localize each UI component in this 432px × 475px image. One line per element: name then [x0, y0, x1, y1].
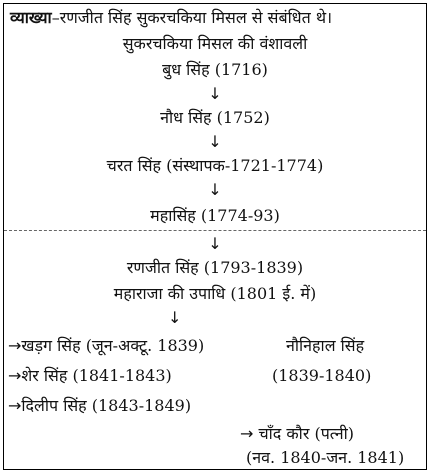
nau-nihal-singh-name: नौनिहाल सिंह [286, 336, 365, 355]
genealogy-box [3, 3, 427, 470]
explanation-text: –रणजीत सिंह सुकरचकिया मिसल से संबंधित थे। [51, 8, 333, 27]
chand-kaur-years: (नव. 1840-जन. 1841) [246, 448, 405, 467]
arrow-down-icon: ↓ [208, 234, 222, 253]
son-sher-singh: →शेर सिंह (1841-1843) [8, 366, 172, 385]
arrow-down-icon: ↓ [208, 180, 222, 199]
explanation-line [10, 8, 332, 28]
ancestor-mahasingh: महासिंह (1774-93) [150, 206, 280, 225]
arrow-right-icon: → [8, 336, 22, 355]
section-divider [4, 230, 426, 231]
arrow-down-icon: ↓ [208, 84, 222, 103]
son-dilip-singh: →दिलीप सिंह (1843-1849) [8, 396, 192, 415]
son-kharag-singh: →खड़ग सिंह (जून-अक्टू. 1839) [8, 336, 205, 355]
ancestor-naudh-singh: नौध सिंह (1752) [160, 108, 270, 127]
arrow-right-icon: → [8, 366, 22, 385]
ranjit-singh-title: महाराजा की उपाधि (1801 ई. में) [113, 284, 317, 303]
arrow-right-icon: → [240, 424, 254, 443]
nau-nihal-singh-years: (1839-1840) [272, 366, 372, 385]
genealogy-title: सुकरचकिया मिसल की वंशावली [122, 34, 308, 53]
chand-kaur-name: → चाँद कौर (पत्नी) [240, 424, 354, 443]
arrow-right-icon: → [8, 396, 22, 415]
arrow-down-icon: ↓ [168, 308, 182, 327]
explanation-label: व्याख्या [10, 8, 52, 27]
ranjit-singh-name: रणजीत सिंह (1793-1839) [126, 258, 304, 277]
ancestor-budh-singh: बुध सिंह (1716) [162, 60, 268, 79]
ancestor-charat-singh: चरत सिंह (संस्थापक-1721-1774) [106, 156, 324, 175]
arrow-down-icon: ↓ [208, 132, 222, 151]
